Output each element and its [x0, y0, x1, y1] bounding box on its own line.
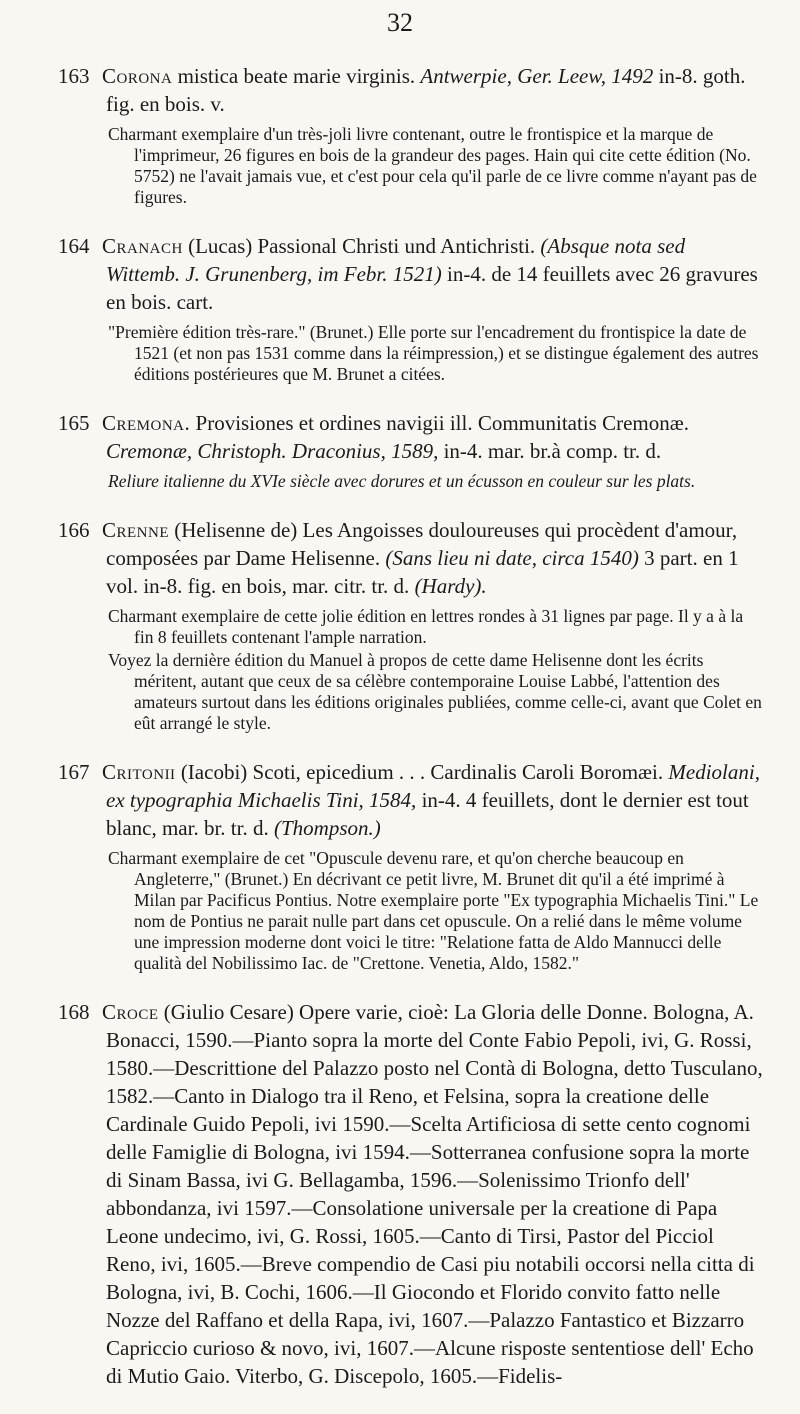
entry-heading [58, 62, 764, 118]
catalogue-entry [58, 232, 764, 385]
entry-heading [58, 998, 764, 1390]
entry-author: Corona [102, 64, 173, 88]
entry-author: Critonii [102, 760, 176, 784]
entry-details: in-4. 4 feuillets, dont le dernier est tout blanc, mar. br. tr. d. [106, 788, 749, 840]
entry-author: Cremona. [102, 411, 191, 435]
entry-title: (Helisenne de) Les Angoisses douloureuses qui procèdent d'amour, composées par Dame Helisenne. [106, 518, 738, 570]
entry-title: Provisiones et ordines navigii ill. Communitatis Cremonæ. [195, 411, 689, 435]
entry-title: (Iacobi) Scoti, epicedium . . . Cardinalis Caroli Boromæi. [180, 760, 664, 784]
entry-details: in-4. mar. br.à comp. tr. d. [443, 439, 662, 463]
catalogue-entry [58, 409, 764, 492]
entry-note-text: Charmant exemplaire de cette jolie édition en lettres rondes à 31 lignes par page. Il y a à la fin 8 feuillets contenant l'ample narration. [108, 606, 744, 647]
entry-details: in-4. de 14 feuillets avec 26 gravures en bois. cart. [106, 262, 758, 314]
entry-title: (Lucas) Passional Christi und Antichristi. [188, 234, 536, 258]
entry-title: mistica beate marie virginis. [177, 64, 416, 88]
entry-number: 167 [58, 760, 90, 784]
entry-author: Crenne [102, 518, 170, 542]
entry-note-text: Reliure italienne du XVIe siècle avec dorures et un écusson en couleur sur les plats. [108, 471, 696, 491]
entry-note [58, 124, 764, 208]
entry-note-text: Charmant exemplaire de cet "Opuscule devenu rare, et qu'on cherche beaucoup en Angleterre," (Brunet.) En décrivant ce petit livre, M. Brunet dit qu'il a été imprimé à Milan par Pacificus Pontius. Notre exemplaire porte "Ex typographia Michaelis Tini." Le nom de Pontius ne parait nulle part dans cet opuscule. On a relié dans le même volume une impression moderne dont voici le titre: "Relatione fatta de Aldo Mannucci delle qualità del Nobilissimo Iac. de "Crettone. Venetia, Aldo, 1582." [108, 848, 759, 973]
entry-heading [58, 232, 764, 316]
entry-author: Croce [102, 1000, 159, 1024]
catalogue-entries [58, 62, 764, 1414]
entry-heading [58, 516, 764, 600]
entry-heading [58, 758, 764, 842]
entry-title: (Giulio Cesare) Opere varie, cioè: La Gloria delle Donne. Bologna, A. Bonacci, 1590.—Pianto sopra la morte del Conte Fabio Pepoli, ivi, G. Rossi, 1580.—Descrittione del Palazzo posto nel Contà di Bologna, detto Tusculano, 1582.—Canto in Dialogo tra il Reno, et Felsina, sopra la creatione delle Cardinale Guido Pepoli, ivi 1590.—Scelta Artificiosa di sette cento cognomi delle Famiglie di Bologna, ivi 1594.—Sotterranea confusione sopra la morte di Sinam Bassa, ivi G. Bellagamba, 1596.—Solenissimo Trionfo dell' abbondanza, ivi 1597.—Consolatione universale per la creatione di Papa Leone undecimo, ivi, G. Rossi, 1605.—Canto di Tirsi, Pastor del Picciol Reno, ivi, 1605.—Breve compendio de Casi piu notabili occorsi nella citta di Bologna, ivi, B. Cochi, 1606.—Il Giocondo et Florido convito fatto nelle Nozze del Raffano et della Rapa, ivi, 1607.—Palazzo Fantastico et Bizzarro Capriccio curioso & novo, ivi, 1607.—Alcune risposte sententiose dell' Echo di Mutio Gaio. Viterbo, G. Discepolo, 1605.—Fidelis- [106, 1000, 763, 1388]
entry-imprint: (Sans lieu ni date, circa 1540) [385, 546, 639, 570]
entry-note [58, 322, 764, 385]
entry-number: 163 [58, 64, 90, 88]
entry-note [58, 606, 764, 734]
entry-note [58, 471, 764, 492]
entry-imprint: (Absque nota sed Wittemb. J. Grunenberg, im Febr. 1521) [106, 234, 686, 286]
entry-details: 3 part. en 1 vol. in-8. fig. en bois, mar. citr. tr. d. [106, 546, 739, 598]
catalogue-entry [58, 516, 764, 734]
entry-number: 166 [58, 518, 90, 542]
entry-number: 164 [58, 234, 90, 258]
entry-note [58, 848, 764, 974]
entry-imprint: Mediolani, ex typographia Michaelis Tini, 1584, [106, 760, 760, 812]
entry-source: (Hardy). [414, 574, 487, 598]
entry-imprint: Antwerpie, Ger. Leew, 1492 [420, 64, 654, 88]
catalogue-entry [58, 998, 764, 1390]
entry-heading [58, 409, 764, 465]
entry-number: 168 [58, 1000, 90, 1024]
entry-note-text: Charmant exemplaire d'un très-joli livre contenant, outre le frontispice et la marque de l'imprimeur, 26 figures en bois de la grandeur des pages. Hain qui cite cette édition (No. 5752) ne l'avait jamais vue, et c'est pour cela qu'il parle de ce livre comme n'ayant pas de figures. [108, 124, 757, 207]
entry-note-text: "Première édition très-rare." (Brunet.) Elle porte sur l'encadrement du frontispice la date de 1521 (et non pas 1531 comme dans la réimpression,) et se distingue également des autres éditions postérieures que M. Brunet a citées. [108, 322, 759, 384]
entry-number: 165 [58, 411, 90, 435]
entry-imprint: Cremonæ, Christoph. Draconius, 1589, [106, 439, 439, 463]
entry-author: Cranach [102, 234, 183, 258]
entry-details: in-8. goth. fig. en bois. v. [106, 64, 746, 116]
page-number: 32 [387, 8, 413, 37]
entry-note-text: Voyez la dernière édition du Manuel à propos de cette dame Helisenne dont les écrits méritent, autant que ceux de sa célèbre contemporaine Louise Labbé, l'attention des amateurs surtout dans les éditions originales publiées, comme celle-ci, avant que Colet en eût arrangé le style. [108, 650, 762, 733]
catalogue-entry [58, 62, 764, 208]
catalogue-entry [58, 758, 764, 974]
entry-source: (Thompson.) [273, 816, 381, 840]
